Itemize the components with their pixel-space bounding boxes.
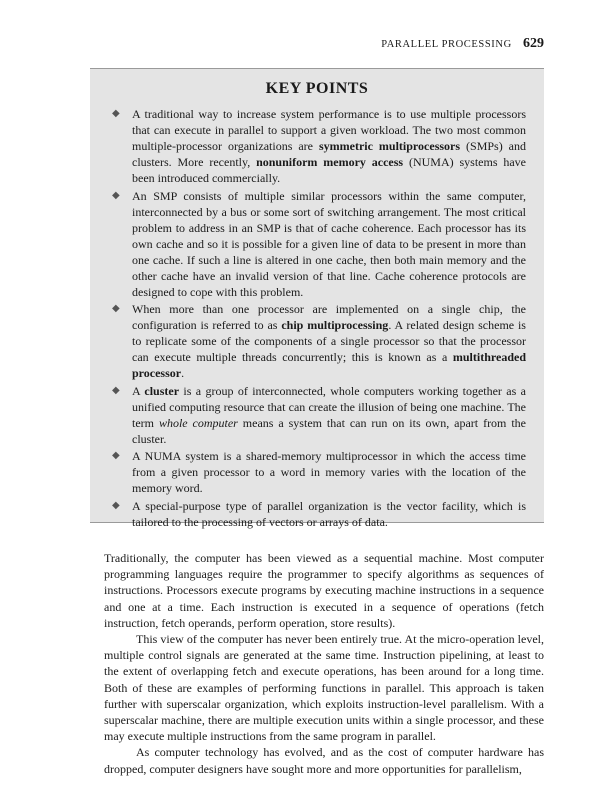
list-item-text: A NUMA system is a shared-memory multiprocessor in which the access time from a given processor to a word in memory varies with the location of the memory word. [132,449,526,495]
running-header [0,36,544,52]
diamond-bullet-icon: ◆ [112,108,120,119]
list-item-text: An SMP consists of multiple similar processors within the same computer, interconnected by a bus or some sort of switching arrangement. The most critical problem to address in an SMP is that of cache coherence. Each processor has its own cache and so it is possible for a given line of data to be present in more than one cache. If such a line is altered in one cache, then both main memory and the other cache have an invalid version of that line. Cache coherence protocols are designed to cope with this problem. [132,188,526,299]
diamond-bullet-icon: ◆ [112,303,120,314]
list-item [112,188,526,300]
list-item-text: When more than one processor are implemented on a single chip, the configuration is referred to as chip multiprocessing. A related design scheme is to replicate some of the components of a single processor so that the processor can execute multiple threads concurrently; this is known as a multithreaded processor. [132,302,526,380]
list-item [112,448,526,496]
list-item [112,106,526,186]
diamond-bullet-icon: ◆ [112,450,120,461]
diamond-bullet-icon: ◆ [112,499,120,511]
list-item [112,301,526,381]
list-item-text: A special-purpose type of parallel organization is the vector facility, which is tailored to the processing of vectors or arrays of data. [132,498,526,529]
list-item [112,383,526,447]
list-item-text: A cluster is a group of interconnected, whole computers working together as a unified computing resource that can create the illusion of being one machine. The term whole computer means a system that can run on its own, apart from the cluster. [132,383,526,446]
page-number: 629 [523,36,544,51]
key-points-title: KEY POINTS [265,80,369,97]
list-item-text: A traditional way to increase system performance is to use multiple processors that can execute in parallel to support a given workload. The two most common multiple-processor organizations are symmetric multiprocessors (SMPs) and clusters. More recently, nonuniform memory access (NUMA) systems have been introduced commercially. [132,107,527,185]
key-points-list [90,106,544,530]
list-item [112,498,526,530]
diamond-bullet-icon: ◆ [112,384,120,396]
paragraph: This view of the computer has never been entirely true. At the micro-operation level, multiple control signals are generated at the same time. Instruction pipelining, at least to the extent of overlapping fetch and execute operations, has been around for a long time. Both of these are examples of performing functions in parallel. This approach is taken further with superscalar organization, which exploits instruction-level parallelism. With a superscalar machine, there are multiple execution units within a single processor, and these may execute multiple instructions from the same program in parallel. [104,632,544,744]
section-title: PARALLEL PROCESSING [381,39,512,50]
diamond-bullet-icon: ◆ [112,189,120,201]
paragraph: As computer technology has evolved, and as the cost of computer hardware has dropped, computer designers have sought more and more opportunities for parallelism, [104,745,544,776]
paragraph: Traditionally, the computer has been viewed as a sequential machine. Most computer programming languages require the programmer to specify algorithms as sequences of instructions. Processors execute programs by executing machine instructions in a sequence and one at a time. Each instruction is executed in a sequence of operations (fetch instruction, fetch operands, perform operation, store results). [104,551,544,630]
key-points-box [90,68,544,529]
body-text [104,550,544,777]
